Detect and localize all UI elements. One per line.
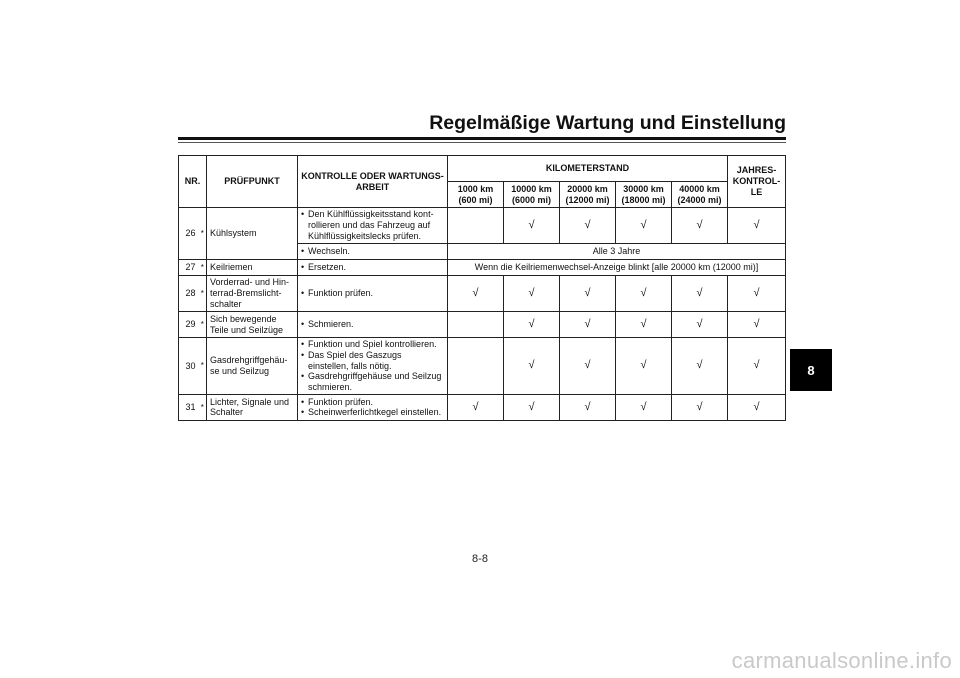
check-mark: √ [728,394,786,420]
row-number: 31 [179,394,199,420]
header-action: KONTROLLE ODER WARTUNGS-ARBEIT [298,156,448,208]
check-mark: √ [504,394,560,420]
table-row [179,312,786,338]
check-mark: √ [504,276,560,312]
check-mark: √ [504,338,560,395]
interval-header: 10000 km (6000 mi) [504,182,560,208]
row-star: * [199,276,207,312]
interval-header: 20000 km (12000 mi) [560,182,616,208]
check-mark: √ [560,394,616,420]
page-number: 8-8 [472,553,488,565]
interval-header: 1000 km (600 mi) [448,182,504,208]
title-rule [178,137,786,140]
check-mark: √ [504,208,560,244]
row-item: Kühlsystem [207,208,298,260]
header-annual-check: JAHRES-KONTROL-LE [728,156,786,208]
check-mark: √ [616,394,672,420]
row-number: 29 [179,312,199,338]
watermark: carmanualsonline.info [731,648,952,673]
row-item: Sich bewegende Teile und Seilzüge [207,312,298,338]
header-nr: NR. [179,156,207,208]
check-mark: √ [560,338,616,395]
table-row [179,338,786,395]
row-number: 26 [179,208,199,260]
check-mark: √ [672,276,728,312]
check-mark: √ [672,312,728,338]
chapter-tab[interactable]: 8 [790,349,832,391]
page-title: Regelmäßige Wartung und Einstellung [429,112,786,134]
row-star: * [199,260,207,276]
table-row [179,394,786,420]
row-star: * [199,208,207,260]
check-mark: √ [616,276,672,312]
check-mark: √ [560,276,616,312]
maintenance-table [178,155,786,421]
row-action: • Wechseln. [298,244,448,260]
row-item: Vorderrad- und Hin-terrad-Bremslicht-schalter [207,276,298,312]
check-mark: √ [728,312,786,338]
interval-note: Wenn die Keilriemenwechsel-Anzeige blinkt [alle 20000 km (12000 mi)] [448,260,786,276]
check-mark: √ [616,312,672,338]
row-number: 27 [179,260,199,276]
check-mark: √ [560,312,616,338]
table-row [179,208,786,244]
check-mark-empty [448,312,504,338]
check-mark: √ [728,338,786,395]
row-action: • Den Kühlflüssigkeitsstand kont-rollieren und das Fahrzeug auf Kühlflüssigkeitslecks prüfen. [298,208,448,244]
row-actions: • Funktion prüfen. • Scheinwerferlichtkegel einstellen. [298,394,448,420]
check-mark: √ [616,338,672,395]
check-mark-empty [448,338,504,395]
check-mark: √ [672,338,728,395]
check-mark: √ [728,208,786,244]
row-star: * [199,394,207,420]
row-number: 30 [179,338,199,395]
check-mark: √ [672,394,728,420]
row-action: • Schmieren. [298,312,448,338]
row-item: Keilriemen [207,260,298,276]
check-mark: √ [672,208,728,244]
row-star: * [199,312,207,338]
check-mark: √ [504,312,560,338]
check-mark: √ [448,394,504,420]
interval-header: 40000 km (24000 mi) [672,182,728,208]
row-action: • Funktion prüfen. [298,276,448,312]
check-mark: √ [728,276,786,312]
row-actions: • Funktion und Spiel kontrollieren. • Das Spiel des Gaszugs einstellen, falls nötig. • Gasdrehgriffgehäuse und Seilzug schmieren. [298,338,448,395]
interval-header: 30000 km (18000 mi) [616,182,672,208]
check-mark: √ [616,208,672,244]
check-mark: √ [560,208,616,244]
row-item: Gasdrehgriffgehäu-se und Seilzug [207,338,298,395]
table-row [179,276,786,312]
row-star: * [199,338,207,395]
row-item: Lichter, Signale und Schalter [207,394,298,420]
header-item: PRÜFPUNKT [207,156,298,208]
row-action: • Ersetzen. [298,260,448,276]
table-row [179,260,786,276]
row-number: 28 [179,276,199,312]
interval-note: Alle 3 Jahre [448,244,786,260]
check-mark: √ [448,276,504,312]
title-rule-thin [178,142,786,143]
check-mark-empty [448,208,504,244]
header-kilometerstand: KILOMETERSTAND [448,156,728,182]
